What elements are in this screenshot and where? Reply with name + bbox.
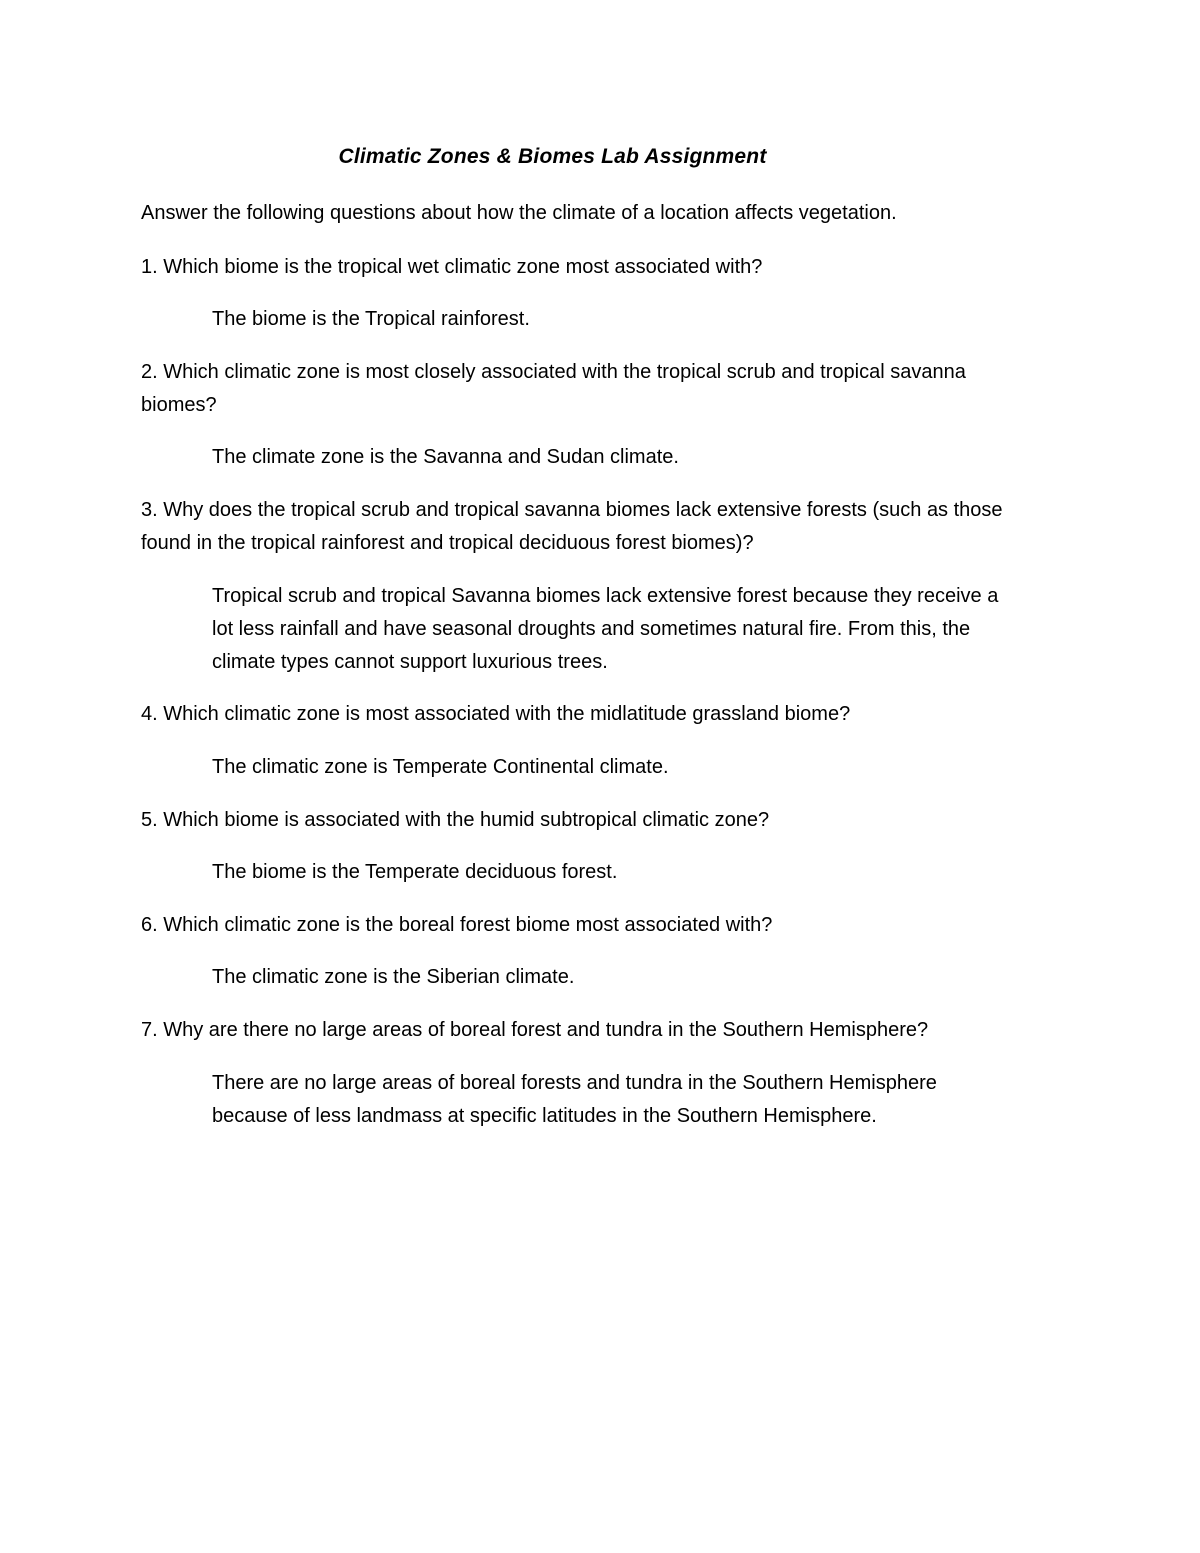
answer-3-line-2: lot less rainfall and have seasonal droughts and sometimes natural fire. From this, the xyxy=(212,618,971,640)
question-3-line-1: 3. Why does the tropical scrub and tropical savanna biomes lack extensive forests (such as those xyxy=(141,499,1003,521)
answer-3-line-3: climate types cannot support luxurious trees. xyxy=(212,651,608,673)
answer-3-line-1: Tropical scrub and tropical Savanna biomes lack extensive forest because they receive a xyxy=(212,585,999,607)
question-1: 1. Which biome is the tropical wet climatic zone most associated with? xyxy=(141,256,763,278)
answer-6: The climatic zone is the Siberian climate. xyxy=(212,966,575,988)
answer-7-line-2: because of less landmass at specific latitudes in the Southern Hemisphere. xyxy=(212,1105,877,1127)
question-7: 7. Why are there no large areas of boreal forest and tundra in the Southern Hemisphere? xyxy=(141,1019,929,1041)
answer-2: The climate zone is the Savanna and Sudan climate. xyxy=(212,446,679,468)
answer-4: The climatic zone is Temperate Continental climate. xyxy=(212,756,669,778)
question-5: 5. Which biome is associated with the humid subtropical climatic zone? xyxy=(141,809,770,831)
document-title: Climatic Zones & Biomes Lab Assignment xyxy=(338,145,767,168)
question-4: 4. Which climatic zone is most associated with the midlatitude grassland biome? xyxy=(141,703,851,725)
question-6: 6. Which climatic zone is the boreal forest biome most associated with? xyxy=(141,914,773,936)
question-3-line-2: found in the tropical rainforest and tropical deciduous forest biomes)? xyxy=(141,532,754,554)
question-2-line-2: biomes? xyxy=(141,394,217,416)
answer-5: The biome is the Temperate deciduous forest. xyxy=(212,861,618,883)
question-2-line-1: 2. Which climatic zone is most closely associated with the tropical scrub and tropical savanna xyxy=(141,361,966,383)
answer-7-line-1: There are no large areas of boreal forests and tundra in the Southern Hemisphere xyxy=(212,1072,937,1094)
answer-1: The biome is the Tropical rainforest. xyxy=(212,308,530,330)
intro-text: Answer the following questions about how the climate of a location affects vegetation. xyxy=(141,202,897,224)
